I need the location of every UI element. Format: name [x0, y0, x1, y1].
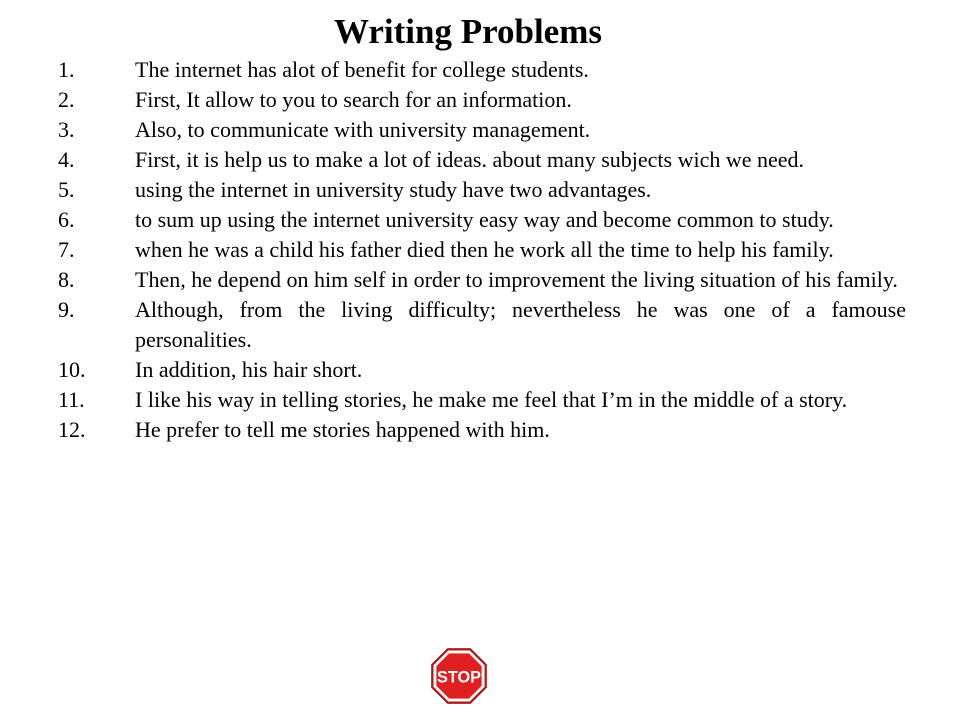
item-number: 8.	[58, 267, 75, 292]
item-number: 9.	[58, 297, 75, 322]
item-number: 6.	[58, 207, 75, 232]
item-number: 2.	[58, 87, 75, 112]
item-text: Although, from the living difficulty; nevertheless he was one of a famouse personalities.	[135, 297, 906, 352]
stop-sign-icon	[430, 647, 488, 705]
slide-title: Writing Problems	[333, 12, 602, 51]
problem-list	[58, 55, 906, 445]
list-item	[58, 295, 906, 355]
stop-sign-label: STOP	[437, 668, 481, 687]
item-number: 4.	[58, 147, 75, 172]
list-item	[58, 415, 906, 445]
list-item	[58, 385, 906, 415]
item-number: 3.	[58, 117, 75, 142]
list-item	[58, 115, 906, 145]
item-text: when he was a child his father died then he work all the time to help his family.	[135, 237, 834, 262]
item-number: 10.	[58, 357, 86, 382]
list-item	[58, 265, 906, 295]
item-text: Then, he depend on him self in order to improvement the living situation of his family.	[135, 267, 898, 292]
item-text: He prefer to tell me stories happened with him.	[135, 417, 550, 442]
list-item	[58, 55, 906, 85]
item-number: 5.	[58, 177, 75, 202]
item-number: 12.	[58, 417, 86, 442]
item-text: Also, to communicate with university management.	[135, 117, 591, 142]
item-text: using the internet in university study have two advantages.	[135, 177, 652, 202]
list-item	[58, 145, 906, 175]
item-text: to sum up using the internet university easy way and become common to study.	[135, 207, 834, 232]
list-item	[58, 355, 906, 385]
list-item	[58, 235, 906, 265]
item-text: I like his way in telling stories, he make me feel that I’m in the middle of a story.	[135, 387, 848, 412]
list-item	[58, 85, 906, 115]
item-number: 11.	[58, 387, 85, 412]
item-text: First, it is help us to make a lot of ideas. about many subjects wich we need.	[135, 147, 805, 172]
list-item	[58, 205, 906, 235]
item-number: 1.	[58, 57, 75, 82]
item-number: 7.	[58, 237, 75, 262]
item-text: In addition, his hair short.	[135, 357, 363, 382]
list-item	[58, 175, 906, 205]
item-text: The internet has alot of benefit for college students.	[135, 57, 589, 82]
item-text: First, It allow to you to search for an information.	[135, 87, 572, 112]
